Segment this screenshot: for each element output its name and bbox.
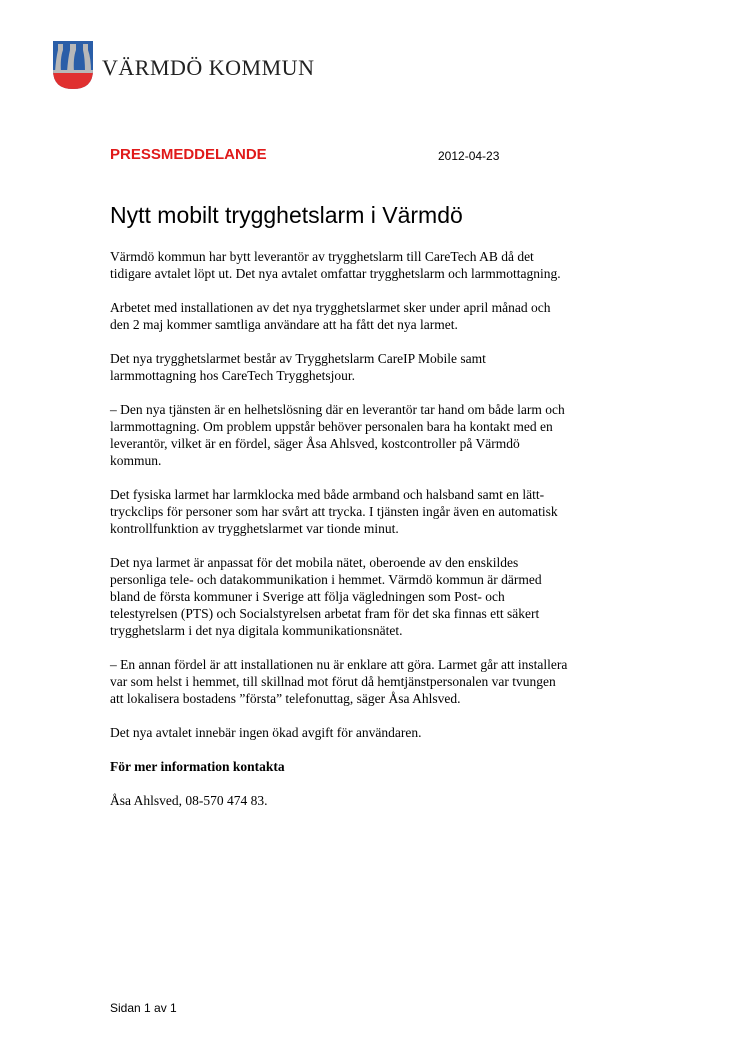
- header-logo: [52, 40, 314, 90]
- varmdo-coat-of-arms-icon: [52, 40, 94, 90]
- paragraph: Det nya larmet är anpassat för det mobila nätet, oberoende av den enskildes personliga tele- och datakommunikation i hemmet. Värmdö kommun är därmed bland de första kommuner i Sverige att följa vägledningen som Post- och telestyrelsen (PTS) och Socialstyrelsen arbetat fram för det ska finnas ett säkert trygghetslarm i det nya digitala kommunikationsnätet.: [110, 555, 542, 638]
- logo-text: VÄRMDÖ KOMMUN: [102, 55, 315, 80]
- paragraph: – Den nya tjänsten är en helhetslösning där en leverantör tar hand om både larm och larmmottagning. Om problem uppstår behöver personalen bara ha kontakt med en leverantör, vilket är en fördel, säger Åsa Ahlsved, kostcontroller på Värmdö kommun.: [110, 402, 565, 468]
- press-label: PRESSMEDDELANDE: [110, 146, 267, 163]
- contact-line: Åsa Ahlsved, 08-570 474 83.: [110, 793, 268, 808]
- article-body: [110, 248, 640, 826]
- page-title: Nytt mobilt trygghetslarm i Värmdö: [110, 202, 463, 228]
- press-date: 2012-04-23: [438, 149, 500, 163]
- paragraph: Det nya trygghetslarmet består av Trygghetslarm CareIP Mobile samt larmmottagning hos CareTech Trygghetsjour.: [110, 351, 486, 383]
- contact-heading: För mer information kontakta: [110, 759, 285, 774]
- paragraph: Arbetet med installationen av det nya trygghetslarmet sker under april månad och den 2 maj kommer samtliga användare att ha fått det nya larmet.: [110, 300, 551, 332]
- paragraph: Det fysiska larmet har larmklocka med både armband och halsband samt en lätt- tryckclips för personer som har svårt att trycka. I tjänsten ingår även en automatisk kontrollfunktion av trygghetslarmet var tionde minut.: [110, 487, 558, 536]
- page-footer: Sidan 1 av 1: [110, 1001, 177, 1015]
- paragraph: Värmdö kommun har bytt leverantör av trygghetslarm till CareTech AB då det tidigare avtalet löpt ut. Det nya avtalet omfattar trygghetslarm och larmmottagning.: [110, 249, 561, 281]
- press-row: [110, 146, 670, 168]
- paragraph: – En annan fördel är att installationen nu är enklare att göra. Larmet går att installera var som helst i hemmet, till skillnad mot förut då hemtjänstpersonalen var tvungen att lokalisera bostadens ”första” telefonuttag, säger Åsa Ahlsved.: [110, 657, 568, 706]
- paragraph: Det nya avtalet innebär ingen ökad avgift för användaren.: [110, 725, 422, 740]
